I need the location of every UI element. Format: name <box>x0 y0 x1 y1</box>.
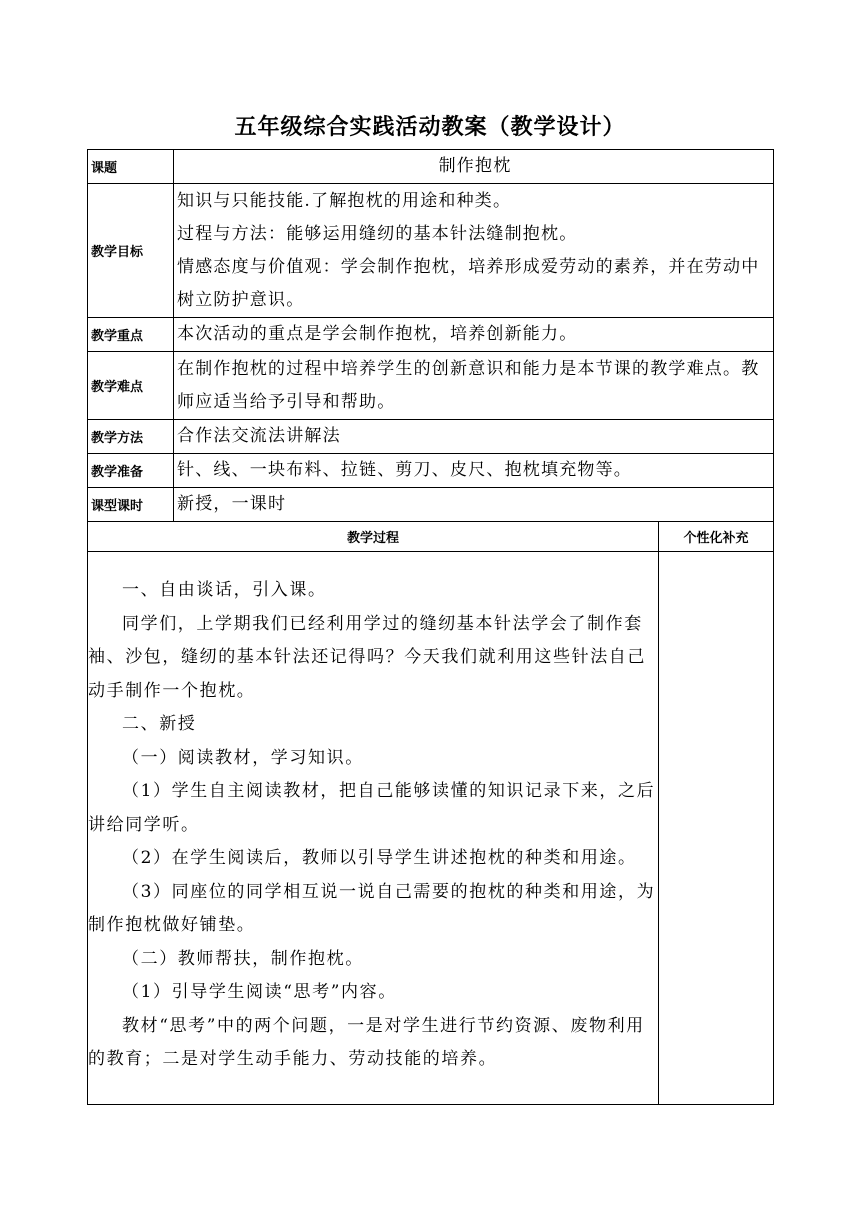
key-point-value: 本次活动的重点是学会制作抱枕，培养创新能力。 <box>174 318 774 352</box>
objective-line: 知识与只能技能.了解抱枕的用途和种类。 <box>177 190 512 211</box>
document-title: 五年级综合实践活动教案（教学设计） <box>234 115 626 140</box>
table-row-method <box>88 420 774 454</box>
row-label: 课型课时 <box>88 488 174 522</box>
process-paragraph: （一）阅读教材，学习知识。 <box>122 747 364 768</box>
table-row-objectives <box>88 184 774 318</box>
process-paragraph: 同学们，上学期我们已经利用学过的缝纫基本针法学会了制作套袖、沙包，缝纫的基本针法还记得吗？今天我们就利用这些针法自己动手制作一个抱枕。 <box>88 613 646 701</box>
supplement-header: 个性化补充 <box>659 522 774 552</box>
process-content <box>88 552 659 1105</box>
method-value: 合作法交流法讲解法 <box>174 420 774 454</box>
row-label: 教学目标 <box>88 184 174 318</box>
table-row-key-point <box>88 318 774 352</box>
table-row-preparation <box>88 454 774 488</box>
row-label: 教学难点 <box>88 352 174 420</box>
lesson-plan-table <box>87 149 774 1105</box>
process-paragraph: （1）学生自主阅读教材，把自己能够读懂的知识记录下来，之后讲给同学听。 <box>88 781 656 835</box>
supplement-cell <box>659 552 774 1105</box>
table-row-process <box>88 552 774 1105</box>
process-paragraph: （3）同座位的同学相互说一说自己需要的抱枕的种类和用途，为制作抱枕做好铺垫。 <box>88 881 656 935</box>
process-paragraph: （1）引导学生阅读“思考”内容。 <box>122 982 397 1002</box>
process-paragraph: 一、自由谈话，引入课。 <box>122 580 327 600</box>
row-label: 教学方法 <box>88 420 174 454</box>
row-label: 课题 <box>88 150 174 184</box>
process-header: 教学过程 <box>88 522 659 552</box>
process-paragraph: 教材“思考”中的两个问题，一是对学生进行节约资源、废物利用的教育；二是对学生动手能力、劳动技能的培养。 <box>88 1015 645 1069</box>
objective-line: 情感态度与价值观：学会制作抱枕，培养形成爱劳动的素养，并在劳动中树立防护意识。 <box>177 256 760 310</box>
process-paragraph: 二、新授 <box>122 714 197 734</box>
topic-value: 制作抱枕 <box>174 150 774 184</box>
process-paragraph: （2）在学生阅读后，教师以引导学生讲述抱枕的种类和用途。 <box>122 848 637 868</box>
process-paragraph: （二）教师帮扶，制作抱枕。 <box>122 948 364 969</box>
table-row-topic <box>88 150 774 184</box>
table-row-difficulty <box>88 352 774 420</box>
objectives-value <box>174 184 774 318</box>
table-row-lesson-type <box>88 488 774 522</box>
row-label: 教学准备 <box>88 454 174 488</box>
table-row-process-header <box>88 522 774 552</box>
difficulty-value: 在制作抱枕的过程中培养学生的创新意识和能力是本节课的教学难点。教师应适当给予引导和帮助。 <box>174 352 774 420</box>
lesson-type-value: 新授，一课时 <box>174 488 774 522</box>
objective-line: 过程与方法：能够运用缝纫的基本针法缝制抱枕。 <box>177 223 578 244</box>
row-label: 教学重点 <box>88 318 174 352</box>
preparation-value: 针、线、一块布料、拉链、剪刀、皮尺、抱枕填充物等。 <box>174 454 774 488</box>
